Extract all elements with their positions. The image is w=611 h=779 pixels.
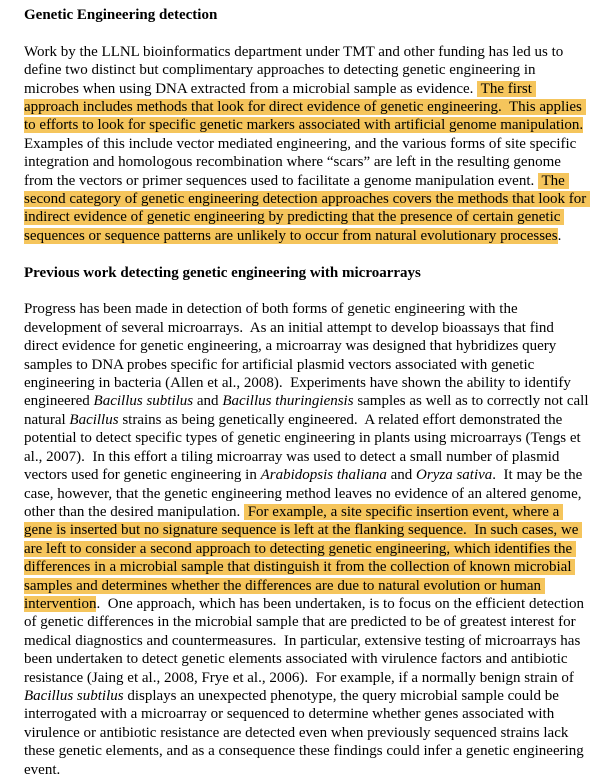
highlighted-text: The second category of genetic engineering detection approaches covers the methods that look for indirect evidence of genetic engineering by predicting that the presence of certain genetic sequences or sequence patterns are unlikely to occur from natural evolutionary processes xyxy=(24,172,591,244)
section-heading xyxy=(24,264,589,282)
text-run: displays an unexpected phenotype, the query microbial sample could be interrogated with a microarray or sequenced to determine whether genes associated with virulence or antibiotic resistance are detected even when previously sequenced strains lack these genetic elements, and as a consequence these findings could infer a genetic engineering event. xyxy=(24,687,588,778)
section-heading xyxy=(24,6,589,24)
text-run: Genetic Engineering detection xyxy=(24,7,218,23)
document-body xyxy=(24,6,593,779)
text-run: samples as well as to correctly not call natural xyxy=(24,393,593,428)
text-run: and xyxy=(386,467,417,484)
paragraph xyxy=(24,43,589,245)
text-run: Work by the LLNL bioinformatics department under TMT and other funding has led us to define two distinct but complimentary approaches to detecting genetic engineering in microbes when using DNA extracted from a microbial sample as evidence. xyxy=(24,43,567,97)
text-run: Examples of this include vector mediated engineering, and the various forms of site specific integration and homologous recombination where “scars” are left in the resulting genome from the vectors or primer sequences used to facilitate a genome manipulation event. xyxy=(24,117,591,189)
text-run: . One approach, which has been undertaken, is to focus on the efficient detection of genetic differences in the microbial sample that are predicted to be of greatest interest for medical diagnostics and countermeasures. In particular, extensive testing of microarrays has been undertaken to detect genetic elements associated with virulence factors and antibiotic resistance (Jaing et al., 2008, Frye et al., 2006). For example, if a normally benign strain of xyxy=(24,595,588,686)
italic-species-name: Bacillus subtilus xyxy=(93,393,194,410)
italic-species-name: Bacillus xyxy=(69,411,119,428)
text-run: strains as being genetically engineered. A related effort demonstrated the potential to detect specific types of genetic engineering in plants using microarrays (Tengs et al., 2007). In this effort a tiling microarray was used to detect a small number of plasmid vectors used for genetic engineering in xyxy=(24,411,585,484)
text-run: . xyxy=(557,227,562,244)
text-run: . It may be the case, however, that the genetic engineering method leaves no evidence of an altered genome, other than the desired manipulation. xyxy=(24,467,587,520)
italic-species-name: Arabidopsis thaliana xyxy=(260,467,387,484)
text-run: Progress has been made in detection of both forms of genetic engineering with the development of several microarrays. As an initial attempt to develop bioassays that find direct evidence for genetic engineering, a microarray was designed that hybridizes query samples to DNA probes specific for artificial plasmid vectors associated with genetic engineering in bacteria (Allen et al., 2008). Experiments have shown the ability to identify engineered xyxy=(24,301,575,410)
highlighted-text: The first approach includes methods that look for direct evidence of genetic engineering. This applies to efforts to look for specific genetic markers associated with artificial genome manipulation. xyxy=(24,80,586,134)
highlighted-text: For example, a site specific insertion event, where a gene is inserted but no signature sequence is left at the flanking sequence. In such cases, we are left to consider a second approach to detecting genetic engineering, which identifies the differences in a microbial sample that distinguish it from the collection of known microbial samples and determines whether the differences are due to natural evolution or human intervention xyxy=(24,503,583,612)
italic-species-name: Bacillus subtilus xyxy=(24,687,124,704)
italic-species-name: Bacillus thuringiensis xyxy=(222,393,354,410)
paragraph xyxy=(24,300,593,779)
text-run: and xyxy=(193,393,223,410)
text-run: Previous work detecting genetic engineering with microarrays xyxy=(24,264,421,281)
italic-species-name: Oryza sativa xyxy=(416,467,493,484)
